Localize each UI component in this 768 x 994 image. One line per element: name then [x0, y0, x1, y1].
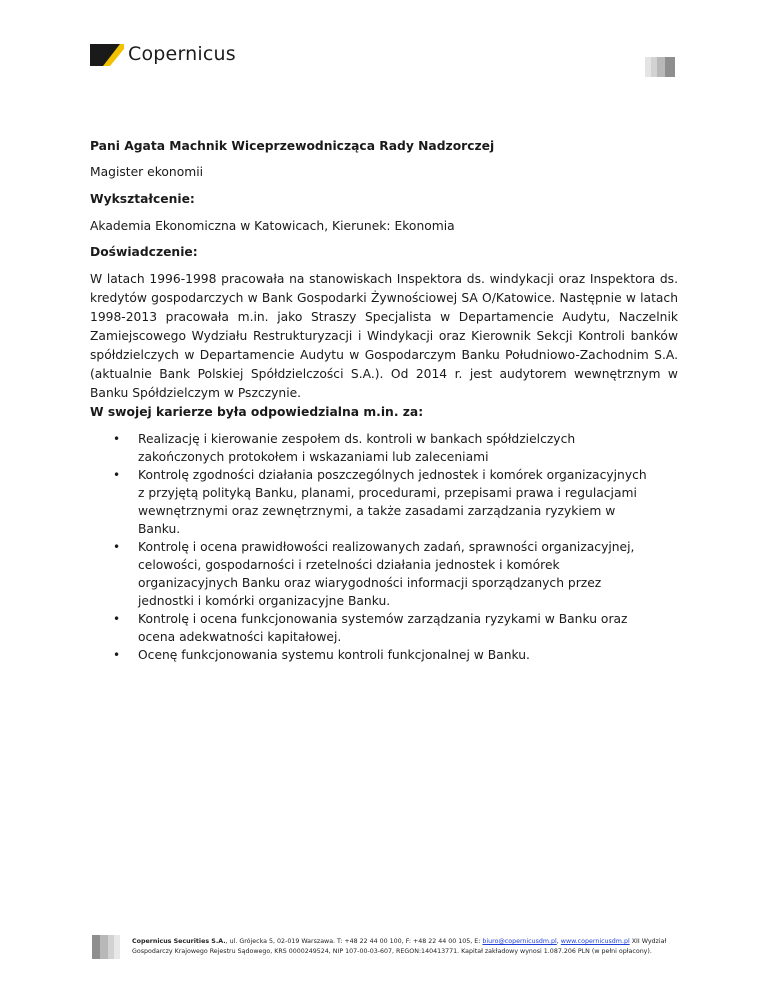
- list-item: • Kontrolę i ocena funkcjonowania systemów zarządzania ryzykami w Banku oraz ocena adekwatności kapitałowej.: [90, 610, 656, 646]
- header-decorative-blocks: [645, 57, 675, 77]
- footer-company: Copernicus Securities S.A.: [132, 938, 226, 945]
- copernicus-logo: [90, 40, 236, 68]
- person-position: Wiceprzewodnicząca Rady Nadzorczej: [231, 139, 495, 153]
- list-item: • Ocenę funkcjonowania systemu kontroli funkcjonalnej w Banku.: [90, 646, 656, 664]
- education-heading: Wykształcenie:: [90, 192, 195, 206]
- footer-separator: ,: [556, 938, 561, 945]
- responsibilities-list: [90, 430, 678, 664]
- logo-text: Copernicus: [128, 43, 236, 65]
- footer-address: , ul. Grójecka 5, 02-019 Warszawa. T: +48 22 44 00 100, F: +48 22 44 00 105, E:: [225, 938, 483, 945]
- footer-line-2: Gospodarczy Krajowego Rejestru Sądowego, KRS 0000249524, NIP 107-00-03-607, REGON:140413771. Kapitał zakładowy wynosi 1.087.206 PLN (w pełni opłacony).: [132, 947, 652, 955]
- responsibilities-heading: W swojej karierze była odpowiedzialna m.in. za:: [90, 405, 424, 419]
- experience-heading: Doświadczenie:: [90, 245, 198, 259]
- footer-website-link[interactable]: www.copernicusdm.pl: [560, 938, 630, 945]
- copernicus-logo-icon: [90, 41, 124, 67]
- footer-line-1: [132, 937, 696, 947]
- list-item: • Kontrolę i ocena prawidłowości realizowanych zadań, sprawności organizacyjnej, celowości, gospodarności i rzetelności działania jednostek i komórek organizacyjnych Banku oraz wiarygodności informacji sporządzanych przez jednostki i komórki organizacyjne Banku.: [90, 538, 656, 610]
- list-item: • Realizację i kierowanie zespołem ds. kontroli w bankach spółdzielczych zakończonych protokołem i wskazaniami lub zaleceniami: [90, 430, 656, 466]
- education-text: Akademia Ekonomiczna w Katowicach, Kierunek: Ekonomia: [90, 219, 455, 233]
- person-title: [90, 137, 494, 155]
- degree: Magister ekonomii: [90, 165, 204, 179]
- footer-registry: XII Wydział: [629, 938, 667, 945]
- footer-email-link[interactable]: biuro@copernicusdm.pl: [482, 938, 557, 945]
- person-name: Pani Agata Machnik: [90, 139, 228, 153]
- list-item: • Kontrolę zgodności działania poszczególnych jednostek i komórek organizacyjnych z przyjętą polityką Banku, planami, procedurami, przepisami prawa i regulacjami wewnętrznymi oraz zewnętrznymi, a także zasadami zarządzania ryzykiem w Banku.: [90, 466, 656, 538]
- experience-text: W latach 1996-1998 pracowała na stanowiskach Inspektora ds. windykacji oraz Inspektora ds. kredytów gospodarczych w Bank Gospodarki Żywnościowej SA O/Katowice. Następnie w latach 1998-2013 pracowała m.in. jako Straszy Specjalista w Departamencie Audytu, Naczelnik Zamiejscowego Wydziału Restrukturyzacji i Windykacji oraz Kierownik Sekcji Kontroli banków spółdzielczych w Departamencie Audytu w Gospodarczym Banku Południowo-Zachodnim S.A. (aktualnie Bank Polskiej Spółdzielczości S.A.). Od 2014 r. jest audytorem wewnętrznym w Banku Spółdzielczym w Pszczynie.: [90, 272, 678, 400]
- footer-decorative-blocks: [92, 935, 120, 959]
- footer: [132, 937, 696, 956]
